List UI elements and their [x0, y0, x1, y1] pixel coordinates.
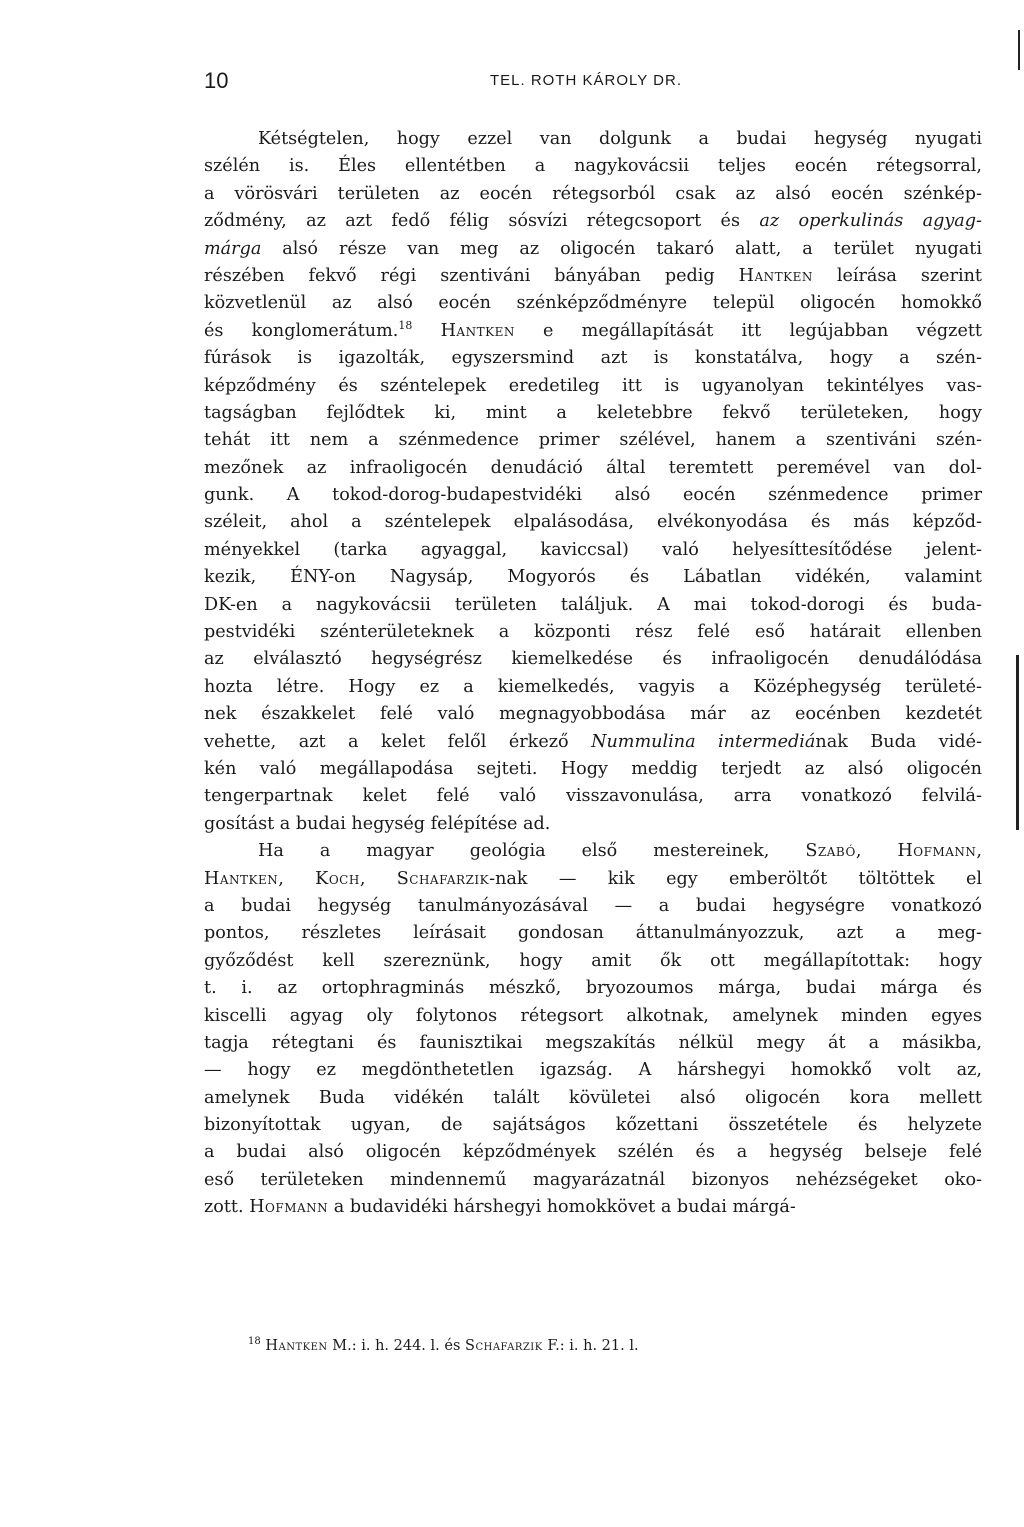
paragraph — [204, 126, 982, 838]
text-run: nek északkelet felé való megnagyobbodása már az eocénben kezdetét — [204, 704, 982, 725]
text-line — [204, 564, 982, 591]
text-run: kezik, ÉNY-on Nagysáp, Mogyorós és Lábatlan vidékén, valamint — [204, 567, 982, 588]
text-line — [204, 701, 982, 728]
text-run: a budavidéki hárshegyi homokkövet a budai márgá- — [328, 1197, 796, 1218]
text-run: győződést kell szereznünk, hogy amit ők ott megállapítottak: hogy — [204, 950, 982, 971]
text-run: és konglomerátum. — [204, 320, 399, 341]
footnote-ref: 18 — [398, 318, 413, 332]
text-line — [204, 181, 982, 208]
text-line — [204, 948, 982, 975]
text-run: , — [976, 841, 982, 862]
author-name: Hantken — [738, 265, 813, 286]
author-name: Schafarzik — [396, 868, 490, 889]
text-line — [204, 509, 982, 536]
text-run: , — [359, 868, 397, 889]
text-run: zott. — [204, 1197, 250, 1218]
text-line — [204, 866, 982, 893]
text-run: a budai alsó oligocén képződmények szélén és a hegység belseje felé — [204, 1142, 982, 1163]
text-run: pestvidéki szénterületeknek a központi rész felé eső határait ellenben — [204, 622, 982, 643]
text-run: szélén is. Éles ellentétben a nagykovácsii teljes eocén rétegsorral, — [204, 156, 982, 177]
text-line — [204, 756, 982, 783]
text-run: tagságban fejlődtek ki, mint a keletebbre fekvő területeken, hogy — [204, 402, 982, 423]
text-line — [204, 482, 982, 509]
text-line — [204, 1085, 982, 1112]
text-run: részében fekvő régi szentiváni bányában pedig — [204, 265, 739, 286]
author-name: Schafarzik — [465, 1338, 543, 1354]
text-line — [204, 263, 982, 290]
text-line — [204, 674, 982, 701]
text-run: közvetlenül az alsó eocén szénképződményre települ oligocén homokkő — [204, 293, 982, 314]
text-run: pontos, részletes leírásait gondosan áttanulmányozzuk, azt a meg- — [204, 923, 982, 944]
footnote — [248, 1338, 639, 1354]
text-run: kiscelli agyag oly folytonos rétegsort alkotnak, amelynek minden egyes — [204, 1005, 982, 1026]
text-run — [412, 321, 440, 341]
text-run: mezőnek az infraoligocén denudáció által teremtett peremével van dol- — [204, 457, 982, 478]
text-run: tengerpartnak kelet felé való visszavonulása, arra vonatkozó felvilá- — [204, 786, 982, 807]
text-run: Ha a magyar geológia első mestereinek, — [258, 841, 806, 862]
text-run: M.: i. h. 244. l. és — [327, 1338, 466, 1354]
text-run: az elválasztó hegységrész kiemelkedése és infraoligocén denudálódása — [204, 649, 982, 670]
italic-term: Nummulina intermediá — [591, 731, 816, 752]
text-run: -nak — kik egy emberöltőt töltöttek el — [489, 868, 982, 889]
text-run: e megállapítását itt legújabban végzett — [514, 320, 982, 341]
running-head: TEL. ROTH KÁROLY DR. — [490, 72, 682, 89]
text-line — [204, 236, 982, 263]
text-run: tagja rétegtani és faunisztikai megszakítás nélkül megy át a másikba, — [204, 1032, 982, 1053]
author-name: Szabó — [805, 841, 856, 862]
text-run: DK-en a nagykovácsii területen találjuk. A mai tokod-dorogi és buda- — [204, 594, 982, 615]
text-line — [204, 290, 982, 317]
text-line — [204, 592, 982, 619]
text-run: fúrások is igazolták, egyszersmind azt is konstatálva, hogy a szén- — [204, 348, 982, 369]
footnote-text — [265, 1338, 638, 1354]
footnote-mark: 18 — [248, 1336, 261, 1348]
text-run: , — [278, 868, 316, 889]
text-line — [204, 619, 982, 646]
text-run: alsó része van meg az oligocén takaró alatt, a terület nyugati — [261, 238, 982, 259]
text-line — [204, 838, 982, 865]
text-run: gosítást a budai hegység felépítése ad. — [204, 813, 551, 834]
page-edge-mark — [1016, 655, 1019, 830]
italic-term: az operkulinás agyag- — [759, 211, 982, 232]
text-run: , — [855, 841, 898, 862]
text-run: vehette, azt a kelet felől érkező — [204, 731, 592, 752]
text-line — [204, 1057, 982, 1084]
author-name: Hantken — [265, 1338, 328, 1354]
author-name: Hantken — [440, 320, 515, 341]
text-line — [204, 373, 982, 400]
text-run: tehát itt nem a szénmedence primer szélével, hanem a szentiváni szén- — [204, 430, 982, 451]
text-run: — hogy ez megdönthetetlen igazság. A hárshegyi homokkő volt az, — [204, 1060, 982, 1081]
text-line — [204, 646, 982, 673]
text-run: gunk. A tokod-dorog-budapestvidéki alsó eocén szénmedence primer — [204, 485, 982, 506]
text-line — [204, 1194, 982, 1221]
text-line — [204, 455, 982, 482]
text-line — [204, 1167, 982, 1194]
text-run: kén való megállapodása sejteti. Hogy meddig terjedt az alsó oligocén — [204, 758, 982, 779]
text-run: ződmény, az azt fedő félig sósvízi rétegcsoport és — [204, 211, 760, 232]
text-line — [204, 1003, 982, 1030]
text-run: széleit, ahol a széntelepek elpalásodása, elvékonyodása és más képződ- — [204, 512, 982, 533]
text-run: hozta létre. Hogy ez a kiemelkedés, vagyis a Középhegység területé- — [204, 676, 982, 697]
text-line — [204, 1030, 982, 1057]
text-line — [204, 920, 982, 947]
text-run: t. i. az ortophragminás mészkő, bryozoumos márga, budai márga és — [204, 978, 982, 999]
author-name: Hofmann — [897, 841, 977, 862]
page-number: 10 — [204, 68, 229, 93]
text-line — [204, 345, 982, 372]
text-run: bizonyítottak ugyan, de sajátságos kőzettani összetétele és helyzete — [204, 1115, 982, 1136]
text-line — [204, 729, 982, 756]
text-line — [204, 783, 982, 810]
page-header — [204, 68, 994, 98]
text-line — [204, 1139, 982, 1166]
author-name: Koch — [315, 868, 360, 889]
body-text — [204, 126, 982, 1222]
text-line — [204, 427, 982, 454]
paragraph — [204, 838, 982, 1221]
text-line — [204, 537, 982, 564]
text-run: leírása szerint — [812, 265, 983, 286]
page-edge-mark — [1018, 30, 1020, 70]
text-line — [204, 318, 982, 345]
text-run: amelynek Buda vidékén talált kövületei alsó oligocén kora mellett — [204, 1087, 982, 1108]
author-name: Hantken — [204, 868, 279, 889]
text-run: ményekkel (tarka agyaggal, kaviccsal) való helyesíttesítődése jelent- — [204, 539, 982, 560]
text-line — [204, 975, 982, 1002]
text-line — [204, 811, 982, 838]
text-run: F.: i. h. 21. l. — [542, 1338, 639, 1354]
text-line — [204, 126, 982, 153]
text-run: Kétségtelen, hogy ezzel van dolgunk a budai hegység nyugati — [258, 129, 982, 149]
text-run: eső területeken mindennemű magyarázatnál bizonyos nehézségeket oko- — [204, 1169, 982, 1190]
text-line — [204, 1112, 982, 1139]
text-run: nak Buda vidé- — [815, 731, 982, 752]
author-name: Hofmann — [249, 1197, 329, 1218]
text-run: a budai hegység tanulmányozásával — a budai hegységre vonatkozó — [204, 895, 982, 916]
text-line — [204, 208, 982, 235]
text-line — [204, 153, 982, 180]
text-run: a vörösvári területen az eocén rétegsorból csak az alsó eocén szénkép- — [204, 183, 982, 204]
italic-term: márga — [204, 238, 262, 259]
text-line — [204, 893, 982, 920]
text-line — [204, 400, 982, 427]
text-run: képződmény és széntelepek eredetileg itt is ugyanolyan tekintélyes vas- — [204, 375, 982, 396]
